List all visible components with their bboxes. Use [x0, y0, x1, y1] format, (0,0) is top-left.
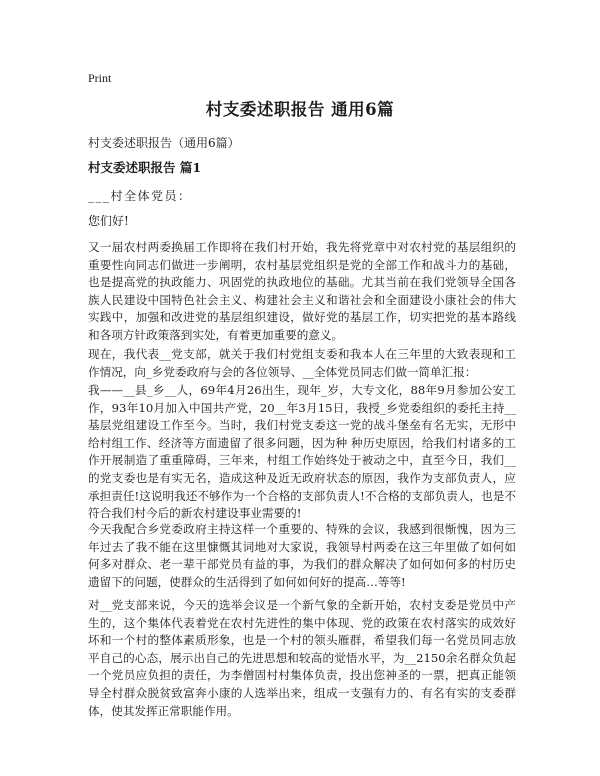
- paragraph: 对__党支部来说，今天的选举会议是一个新气象的全新开始，农村支委是党员中产生的，这个集体代表着党在农村先进性的集中体现、党的政策在农村落实的成效好坏和一个村的整体素质形象，也是一个村的领头雁群，希望我们每一名党员同志放平自己的心态，展示出自己的先进思想和较高的觉悟水平，为__2150余名群众负起一个党员应负担的责任，为李僧固村村集体负责，投出您神圣的一票，把真正能领导全村群众脱贫致富奔小康的人选举出来，组成一支强有力的、有名有实的支委群体，使其发挥正常职能作用。: [88, 598, 516, 718]
- paragraph: 今天我配合乡党委政府主持这样一个重要的、特殊的会议，我感到很惭愧，因为三年过去了我不能在这里慷慨其词地对大家说，我领导村两委在这三年里做了如何如何多对群众、老一辈干部党员有益的事，为我们的群众解决了如何如何多的村历史遗留下的问题，使群众的生活得到了如何如何好的提高…等等!: [88, 522, 516, 589]
- paragraph: 现在，我代表__党支部，就关于我们村党组支委和我本人在三年里的大致表现和工作情况，向_乡党委政府与会的各位领导、__全体党员同志们做一简单汇报：: [88, 347, 516, 379]
- greeting: 您们好!: [88, 214, 129, 228]
- salutation: ___村全体党员：: [88, 189, 192, 203]
- paragraph: 又一届农村两委换届工作即将在我们村开始，我先将党章中对农村党的基层组织的重要性向同志们做进一步阐明，农村基层党组织是党的全部工作和战斗力的基础，也是提高党的执政能力、巩固党的执政地位的基础。尤其当前在我们党领导全国各族人民建设中国特色社会主义、构建社会主义和谐社会和全面建设小康社会的伟大实践中，加强和改进党的基层组织建设，做好党的基层工作，切实把党的基本路线和各项方针政策落到实处，有着更加重要的意义。: [88, 240, 516, 342]
- document-subtitle: 村支委述职报告（通用6篇）: [88, 136, 240, 150]
- print-label[interactable]: Print: [88, 71, 112, 85]
- paragraph: 我——__县_乡__人，69年4月26出生，现年_岁，大专文化，88年9月参加公安工作，93年10月加入中国共产党，20__年3月15日，我授_乡党委组织的委托主持__基层党组建设工作至今。当时，我们村党支委这一党的战斗堡垒有名无实，无形中给村组工作、经济等方面遗留了很多问题，因为种 种历史原因，给我们村诸多的工作开展制造了重重障碍，三年来，村组工作始终处于被动之中，直至今日，我们__的党支委也是有实无名，造成这种及近无政府状态的原因，我作为支部负责人，应承担责任!这说明我还不够作为一个合格的支部负责人!不合格的支部负责人，也是不符合我们村今后的新农村建设事业需要的!: [88, 383, 516, 521]
- document-title: 村支委述职报告 通用6篇: [205, 100, 395, 119]
- section-heading: 村支委述职报告 篇1: [88, 160, 202, 175]
